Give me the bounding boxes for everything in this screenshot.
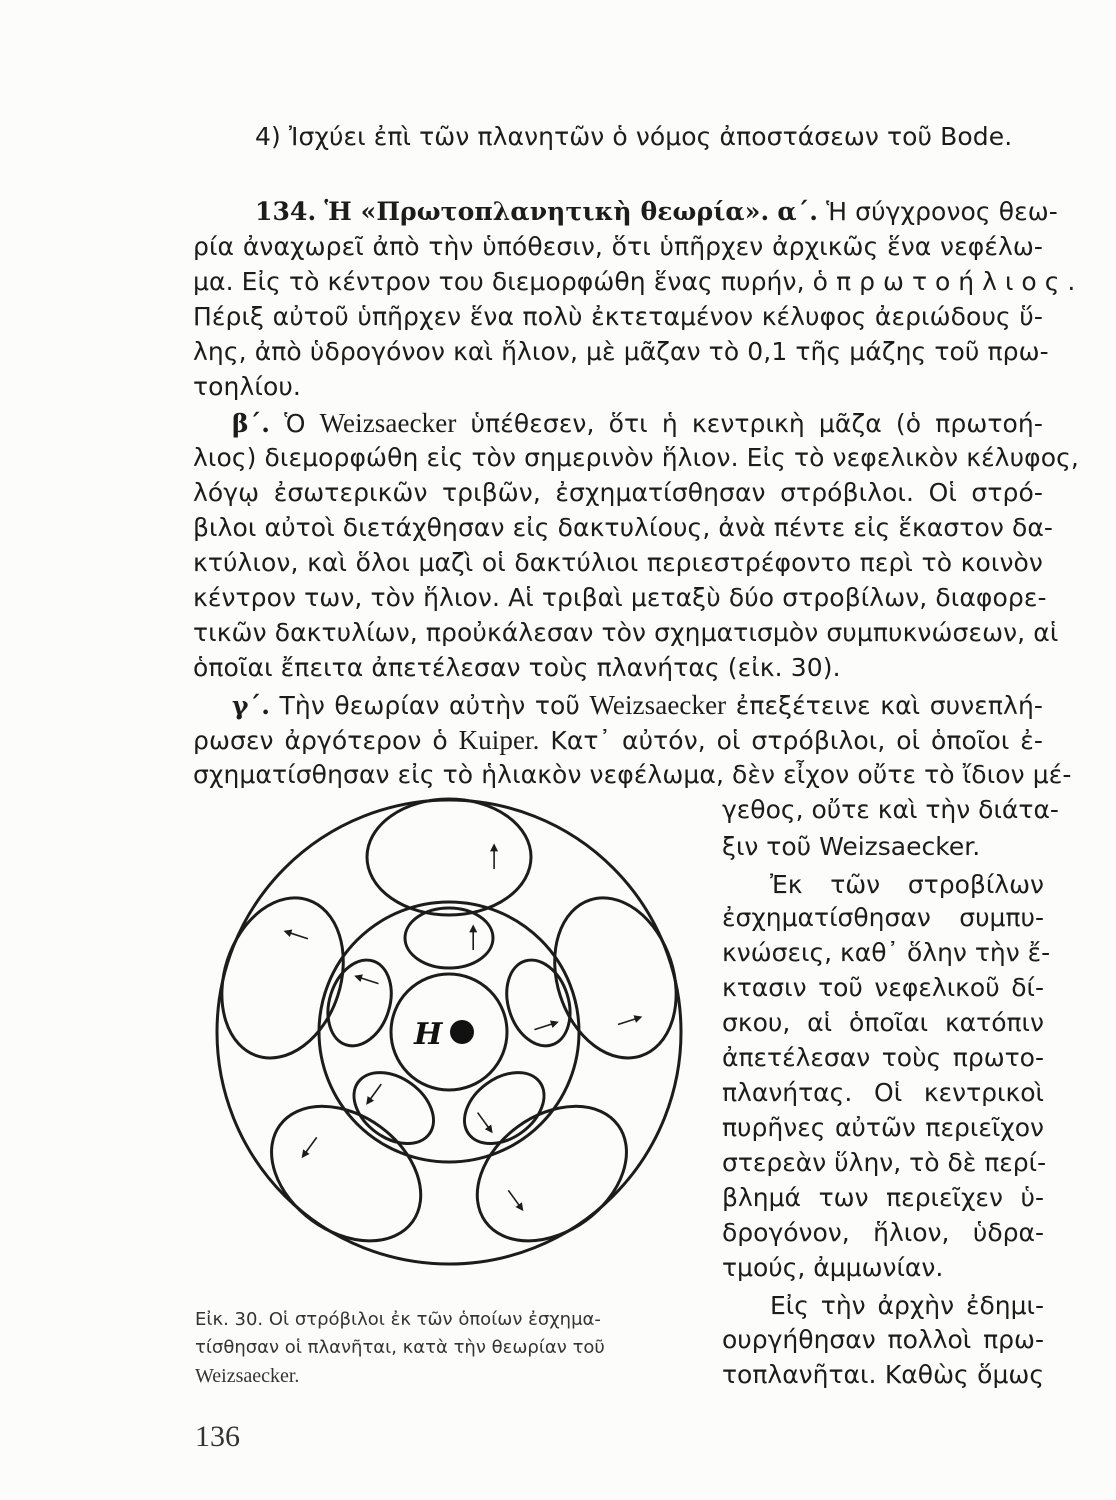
outer-vortex-arrow-3 [508,1190,522,1209]
right-line-3: Ἐκ τῶν στροβίλων [770,870,1044,899]
outer-vortex-arrow-4 [303,1137,317,1156]
sun-label: Η [414,1017,443,1052]
inner-vortex-5 [317,952,401,1054]
para-a-line-2-text: μα. Εἰς τὸ κέντρον του διεμορφώθη ἕνας πυρήν, ὁ [193,267,829,296]
right-line-6: κτασιν τοῦ νεφελικοῦ δί- [722,973,1044,1002]
para-b-line-8: ὁποῖαι ἔπειτα ἀπετέλεσαν τοὺς πλανήτας (εἰκ. 30). [193,653,841,682]
right-line-2: ξιν τοῦ Weizsaecker. [722,832,981,861]
para-c-text-a: Τὴν θεωρίαν αὐτὴν τοῦ [279,691,580,720]
inner-vortex-ring [317,908,580,1158]
para-b-label: β΄. [232,409,271,438]
para-b-line-3: λόγῳ ἐσωτερικῶν τριβῶν, ἐσχηματίσθησαν στρόβιλοι. Οἱ στρό- [193,478,1043,507]
outer-vortex-arrow-2 [618,1017,641,1024]
inner-vortex-2 [496,952,580,1054]
right-line-13: δρογόνον, ἥλιον, ὑδρα- [722,1218,1044,1247]
para-c-line-1 [232,690,1043,721]
spaced-word: πρωτοήλιος. [836,267,1084,296]
para-c-line2-a: ρωσεν ἀργότερον ὁ [193,726,448,755]
point-4-line: 4) Ἰσχύει ἐπὶ τῶν πλανητῶν ὁ νόμος ἀποστάσεων τοῦ Bode. [255,122,1013,151]
right-line-12: βλημά των περιεῖχεν ὑ- [722,1183,1044,1212]
right-line-4: ἐσχηματίσθησαν συμπυ- [722,903,1044,932]
section-heading-line [255,197,1058,227]
para-b-text-a: Ὁ [284,409,306,438]
right-line-16: ουργήθησαν πολλοὶ πρω- [722,1325,1044,1354]
para-b-line-5: κτύλιον, καὶ ὅλοι μαζὶ οἱ δακτύλιοι περιεστρέφοντο περὶ τὸ κοινὸν [193,548,1043,577]
subsection-a-label: α΄. [777,197,819,226]
right-line-11: στερεὰν ὕλην, τὸ δὲ περί- [722,1148,1047,1177]
para-c-text-b: ἐπεξέτεινε καὶ συνεπλή- [735,691,1044,720]
right-line-10: πυρῆνες αὐτῶν περιεῖχον [722,1113,1044,1142]
right-line-1: γεθος, οὔτε καὶ τὴν διάτα- [722,795,1059,824]
para-c-label: γ΄. [232,691,271,720]
right-line-8: ἀπετέλεσαν τοὺς πρωτο- [722,1043,1044,1072]
kuiper-name: Kuiper. [458,725,540,755]
weizsaecker-name-2: Weizsaecker [589,690,727,720]
para-b-line-4: βιλοι αὐτοὶ διετάχθησαν εἰς δακτυλίους, ἀνὰ πέντε εἰς ἕκαστον δα- [193,513,1054,542]
para-c-line-2 [193,725,1043,756]
inner-vortex-4 [341,1058,447,1158]
right-line-7: σκου, αἱ ὁποῖαι κατόπιν [722,1008,1044,1037]
middle-circle [319,902,579,1162]
right-line-17: τοπλανῆται. Καθὼς ὅμως [722,1360,1044,1389]
section-line1-rest: Ἡ σύγχρονος θεω- [826,197,1058,226]
right-line-15: Εἰς τὴν ἀρχὴν ἐδημι- [770,1291,1044,1320]
inner-vortex-arrow-5 [356,976,379,983]
vortex-ring-figure [212,792,690,1270]
para-a-line-1: ρία ἀναχωρεῖ ἀπὸ τὴν ὑπόθεσιν, ὅτι ὑπῆρχεν ἀρχικῶς ἕνα νεφέλω- [193,232,1043,261]
inner-vortex-3 [451,1058,557,1158]
right-line-9: πλανήτας. Οἱ κεντρικοὶ [722,1078,1044,1107]
para-b-line-2: λιος) διεμορφώθη εἰς τὸν σημερινὸν ἥλιον. Εἰς τὸ νεφελικὸν κέλυφος, [193,443,1079,472]
caption-line-1: Εἰκ. 30. Οἱ στρόβιλοι ἐκ τῶν ὁποίων ἐσχημα- [195,1309,601,1330]
caption-line-3: Weizsaecker. [195,1365,300,1387]
sun-dot [450,1020,474,1044]
outer-vortex-arrow-5 [285,931,308,938]
right-line-14: τμούς, ἀμμωνίαν. [722,1253,944,1282]
para-a-line-3: Πέριξ αὐτοῦ ὑπῆρχεν ἕνα πολὺ ἐκτεταμένον κέλυφος ἀεριώδους ὕ- [193,302,1043,331]
para-b-text-b: ὑπέθεσεν, ὅτι ἡ κεντρικὴ μᾶζα (ὁ πρωτοή- [470,409,1043,438]
para-c-line-3: σχηματίσθησαν εἰς τὸ ἡλιακὸν νεφέλωμα, δὲν εἶχον οὔτε τὸ ἴδιον μέ- [193,760,1072,789]
inner-vortex-arrow-4 [367,1084,381,1103]
inner-vortex-arrow-3 [478,1113,492,1132]
para-b-line-1 [232,408,1043,439]
inner-vortex-1 [405,908,493,968]
outer-vortex-1 [367,799,531,915]
inner-vortex-arrow-2 [534,1022,557,1029]
para-c-line2-b: Κατ᾿ αὐτόν, οἱ στρόβιλοι, οἱ ὁποῖοι ἐ- [550,726,1044,755]
para-b-line-7: τικῶν δακτυλίων, προὐκάλεσαν τὸν σχηματισμὸν συμπυκνώσεων, αἱ [193,618,1059,647]
caption-line-2: τίσθησαν οἱ πλανῆται, κατὰ τὴν θεωρίαν τοῦ [195,1337,605,1358]
para-a-line-4: λης, ἀπὸ ὑδρογόνον καὶ ἥλιον, μὲ μᾶζαν τὸ 0,1 τῆς μάζης τοῦ πρω- [193,337,1049,366]
inner-circle [391,974,507,1090]
section-number: 134. [255,197,317,226]
para-a-line-2 [193,267,1084,297]
section-title: Ἡ «Πρωτοπλανητικὴ θεωρία». [324,197,770,226]
para-a-line-5: τοηλίου. [193,372,301,401]
para-b-line-6: κέντρον των, τὸν ἥλιον. Αἱ τριβαὶ μεταξὺ δύο στροβίλων, διαφορε- [193,583,1047,612]
weizsaecker-name: Weizsaecker [319,408,457,438]
right-line-5: κνώσεις, καθ᾿ ὅλην τὴν ἔ- [722,938,1051,967]
page-number: 136 [195,1420,240,1453]
